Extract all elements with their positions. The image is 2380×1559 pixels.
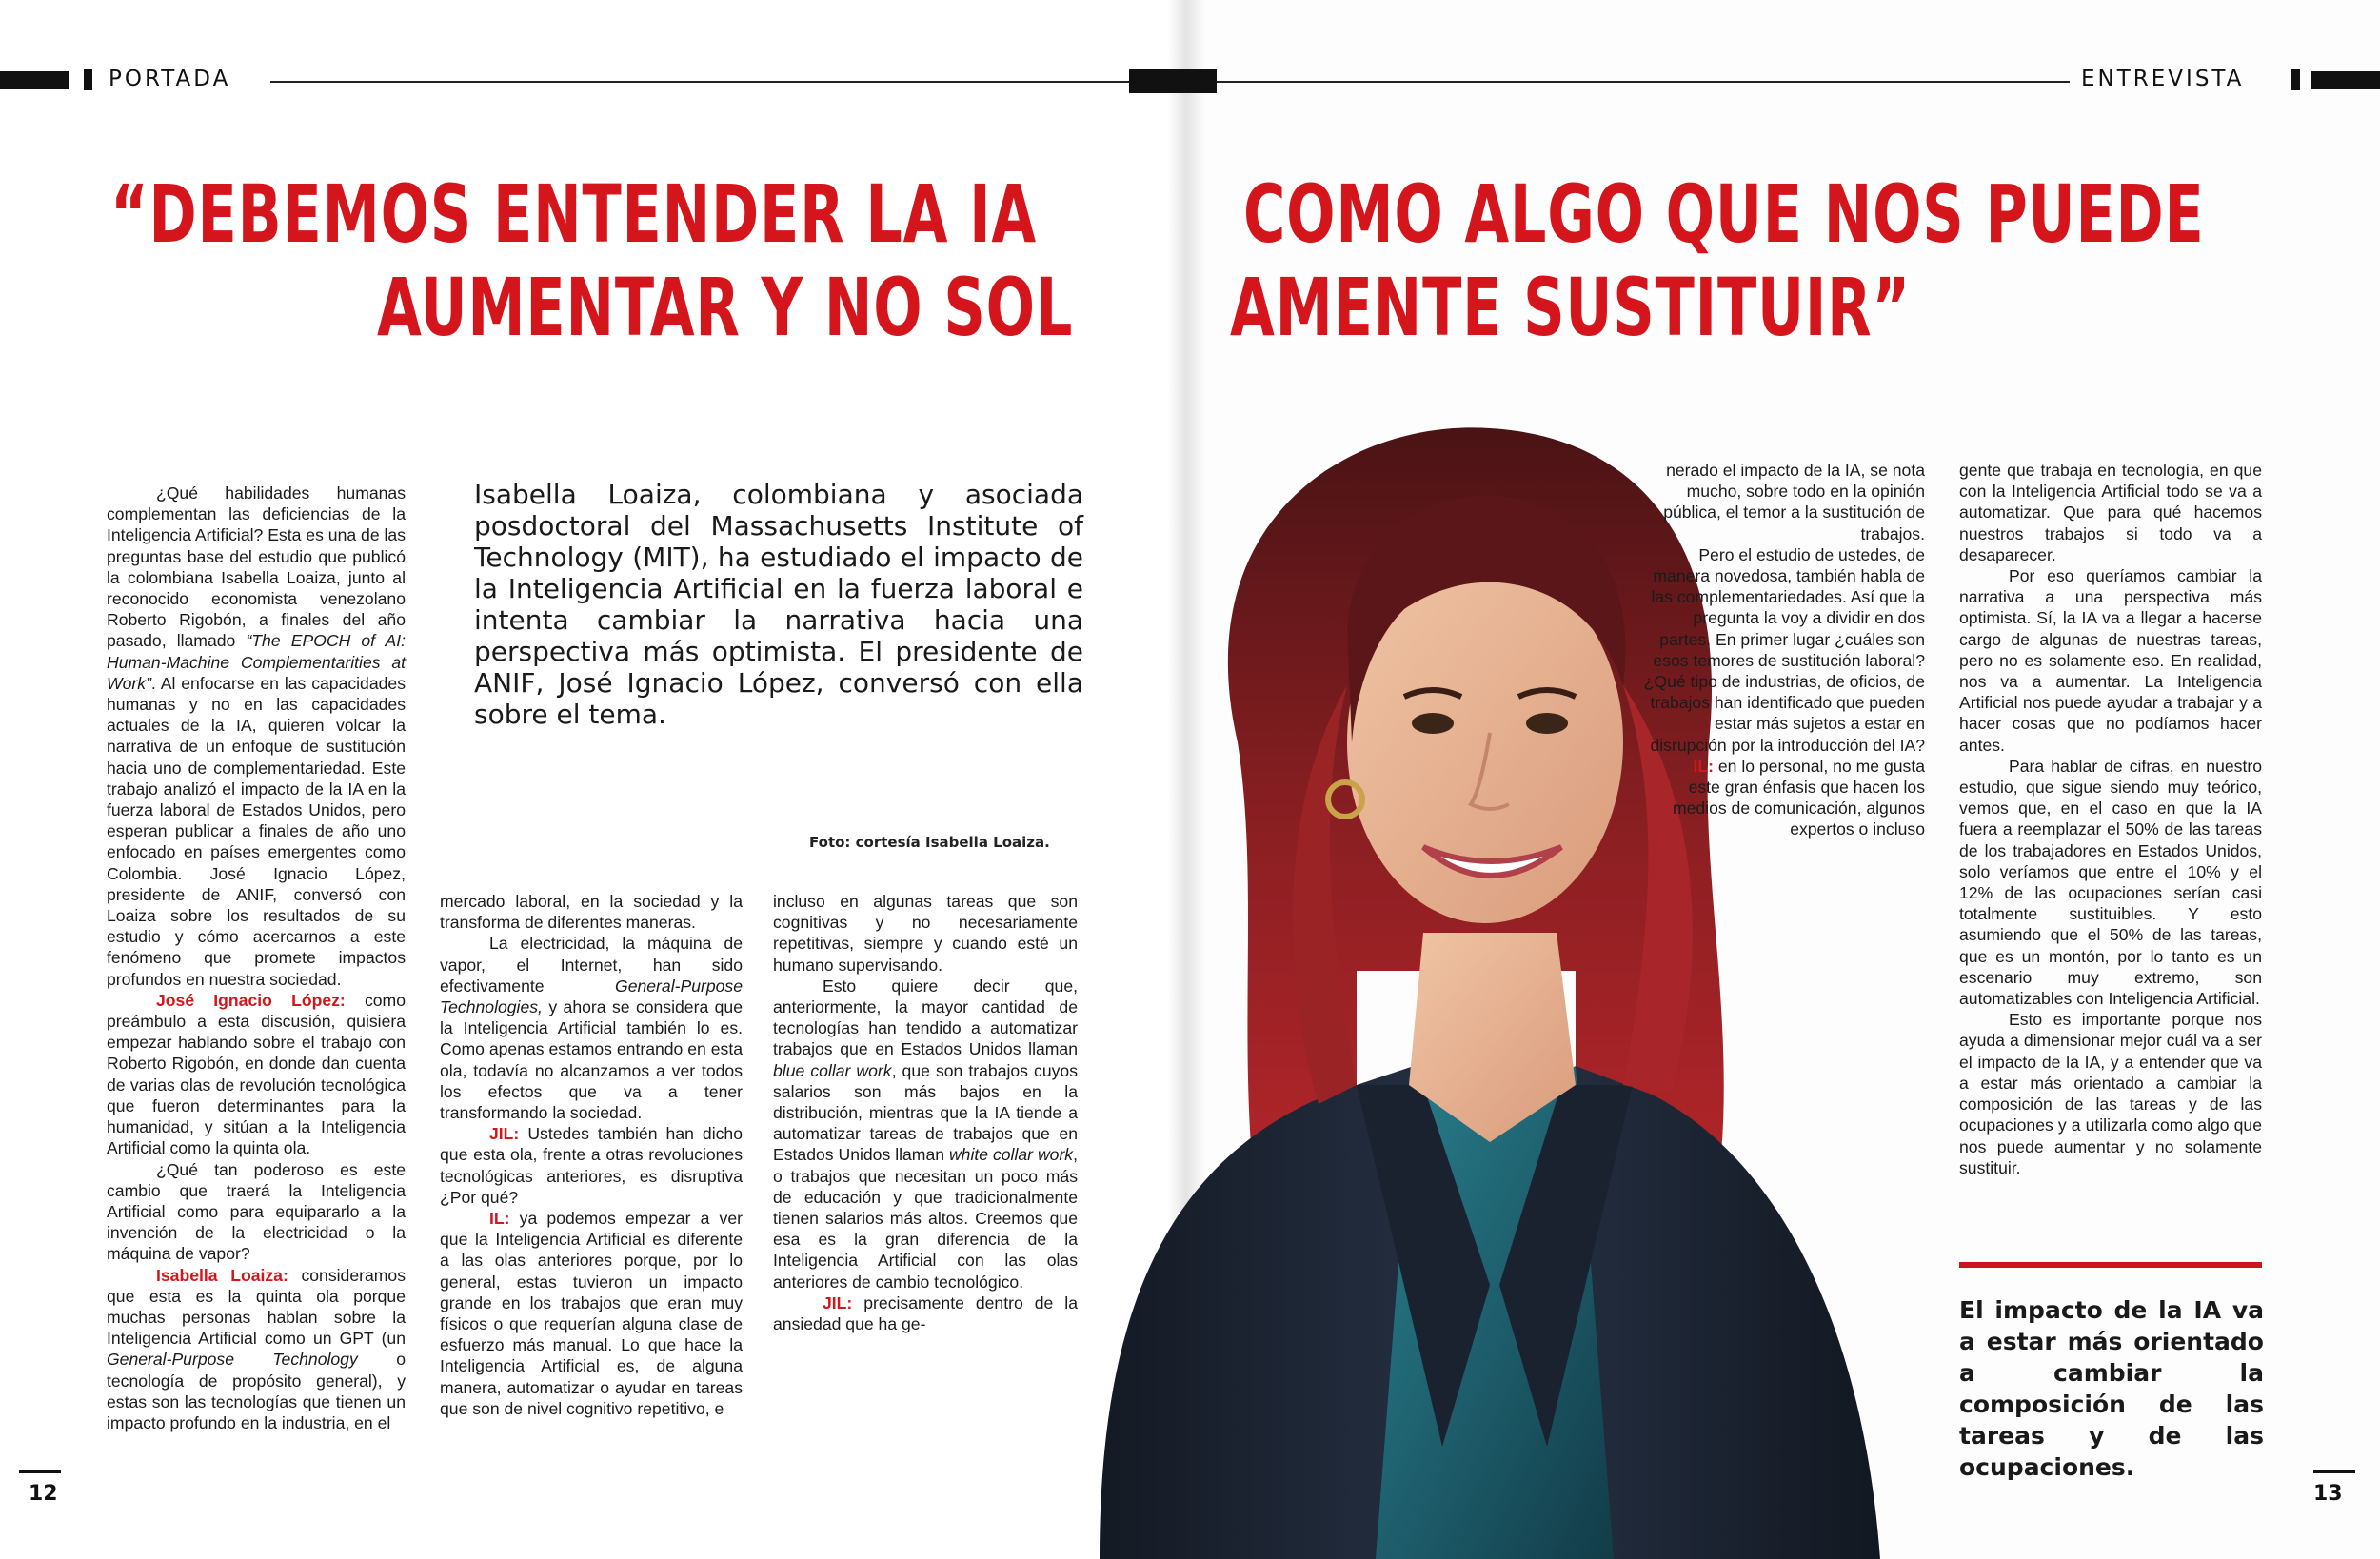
speaker-label: IL: xyxy=(489,1209,510,1229)
header-rule-right xyxy=(1217,81,2070,83)
paragraph: incluso en algunas tareas que son cognitivas y no necesariamente repetitivas, siempre y cuando esté un humano supervisando. xyxy=(773,892,1078,975)
page-number-right: 13 xyxy=(2313,1482,2343,1506)
speaker-label: JIL: xyxy=(489,1124,520,1144)
body-column-4 xyxy=(1643,460,1925,840)
photo-credit: Foto: cortesía Isabella Loaiza. xyxy=(809,834,1050,851)
paragraph: JIL: precisamente dentro de la ansiedad que ha ge- xyxy=(773,1293,1078,1334)
body-column-1 xyxy=(107,483,406,1433)
pull-quote: El impacto de la IA va a estar más orientado a cambiar la composición de las tareas y de las ocupaciones. xyxy=(1959,1296,2264,1481)
header-block-center xyxy=(1129,69,1217,93)
paragraph: nerado el impacto de la IA, se nota mucho, sobre todo en la opinión pública, el temor a la sustitución de trabajos. xyxy=(1663,461,1925,543)
headline-left-line2: AUMENTAR Y NO SOL xyxy=(377,261,1074,354)
article-lede: Isabella Loaiza, colombiana y asociada posdoctoral del Massachusetts Institute of Technology (MIT), ha estudiado el impacto de la Inteligencia Artificial en la fuerza laboral e intenta cambiar la narrativa hacia una perspectiva más optimista. El presidente de ANIF, José Ignacio López, conversó con ella sobre el tema. xyxy=(474,479,1083,730)
speaker-label: Isabella Loaiza: xyxy=(156,1265,288,1285)
paragraph: JIL: Ustedes también han dicho que esta ola, frente a otras revoluciones tecnológicas anteriores, es disruptiva ¿Por qué? xyxy=(440,1124,743,1207)
paragraph: gente que trabaja en tecnología, en que con la Inteligencia Artificial todo se va a automatizar. Que para qué hacemos nuestros trabajos si todo va a desaparecer. xyxy=(1959,461,2262,564)
paragraph: José Ignacio López: como preámbulo a esta discusión, quisiera empezar hablando sobre el trabajo con Roberto Rigobón, en donde dan cuenta de varias olas de revolución tecnológica que fueron determinantes para la humanidad, y sitúan a la Inteligencia Artificial como la quinta ola. xyxy=(107,990,406,1158)
body-column-5 xyxy=(1959,460,2262,1178)
speaker-label: IL: xyxy=(1693,756,1714,776)
paragraph: ¿Qué tan poderoso es este cambio que traerá la Inteligencia Artificial como para equipararlo a la invención de la electricidad o la máquina de vapor? xyxy=(107,1159,406,1264)
body-column-3 xyxy=(773,891,1078,1334)
section-label-portada: PORTADA xyxy=(109,67,231,91)
headline-right-line1: COMO ALGO QUE NOS PUEDE xyxy=(1243,168,2205,261)
paragraph: IL: en lo personal, no me gusta este gran énfasis que hacen los medios de comunicación, algunos expertos o incluso xyxy=(1672,756,1925,839)
page-number-rule-right xyxy=(2313,1470,2355,1473)
headline-right-line2: AMENTE SUSTITUIR” xyxy=(1230,261,1912,354)
paragraph: Isabella Loaiza: consideramos que esta es la quinta ola porque muchas personas hablan sobre la Inteligencia Artificial como un GPT (un General-Purpose Technology o tecnología de propósito general), y estas son las tecnologías que tienen un impacto profundo en la industria, en el xyxy=(107,1265,406,1432)
section-label-entrevista: ENTREVISTA xyxy=(2081,67,2245,91)
header-block-left-small xyxy=(84,69,92,90)
paragraph: Esto es importante porque nos ayuda a dimensionar mejor cuál va a ser el impacto de la IA, y a entender que va a estar más orientado a cambiar la composición de las tareas y de las ocupaciones y a utilizarla como algo que nos puede aumentar y no solamente sustituir. xyxy=(1959,1010,2262,1177)
header-block-right-small xyxy=(2291,69,2300,90)
paragraph: Esto quiere decir que, anteriormente, la mayor cantidad de tecnologías han tendido a automatizar trabajos que en Estados Unidos llaman blue collar work, que son trabajos cuyos salarios son más bajos en la distribución, mientras que la IA tiende a automatizar tareas de trabajos que en Estados Unidos llaman white collar work, o trabajos que necesitan un poco más de educación y que tradicionalmente tienen salarios más altos. Creemos que esa es la gran diferencia de la Inteligencia Artificial con las olas anteriores de cambio tecnológico. xyxy=(773,976,1078,1292)
pull-quote-rule xyxy=(1959,1262,2262,1268)
header-block-right xyxy=(2311,71,2380,89)
paragraph: ¿Qué habilidades humanas complementan las deficiencias de la Inteligencia Artificial? Esta es una de las preguntas base del estudio que publicó la colombiana Isabella Loaiza, junto al reconocido economista venezolano Roberto Rigobón, a finales del año pasado, llamado “The EPOCH of AI: Human-Machine Complementarities at Work”. Al enfocarse en las capacidades humanas y no en las capacidades actuales de la IA, quieren volcar la narrativa de un enfoque de sustitución hacia uno de complementariedad. Este trabajo analizó el impacto de la IA en la fuerza laboral de Estados Unidos, pero esperan publicar a finales de año uno enfocado en países emergentes como Colombia. José Ignacio López, presidente de ANIF, conversó con Loaiza sobre los resultados de su estudio y cómo acercarnos a este fenómeno que promete impactos profundos en nuestra sociedad. xyxy=(107,483,407,989)
paragraph: Para hablar de cifras, en nuestro estudio, que sigue siendo muy teórico, vemos que, en el caso en que la IA fuera a reemplazar el 50% de las tareas de los trabajadores en Estados Unidos, solo veríamos que entre el 10% y el 12% de las ocupaciones serían casi totalmente sustituibles. Y esto asumiendo que el 50% de las tareas, que es un montón, por lo tanto es un escenario muy extremo, son automatizables con Inteligencia Artificial. xyxy=(1959,756,2262,1009)
speaker-label: JIL: xyxy=(823,1293,853,1312)
page-number-rule-left xyxy=(19,1470,61,1473)
paragraph: IL: ya podemos empezar a ver que la Inteligencia Artificial es diferente a las olas anteriores porque, por lo general, estas tuvieron un impacto grande en los trabajos que eran muy físicos o que requerían alguna clase de esfuerzo más manual. Lo que hace la Inteligencia Artificial es, de alguna manera, automatizar o ayudar en tareas que son de nivel cognitivo repetitivo, e xyxy=(440,1209,743,1418)
paragraph: Por eso queríamos cambiar la narrativa a una perspectiva más optimista. Sí, la IA va a llegar a hacerse cargo de algunas de nuestras tareas, pero no es solamente eso. En realidad, nos va a aumentar. La Inteligencia Artificial nos puede ayudar a trabajar y a hacer cosas que no podíamos hacer antes. xyxy=(1959,566,2262,755)
header-block-left xyxy=(0,71,69,89)
header-rule-left xyxy=(270,81,1137,83)
paragraph: Pero el estudio de ustedes, de manera novedosa, también habla de las complementariedades. Así que la pregunta la voy a dividir en dos partes. En primer lugar ¿cuáles son esos temores de sustitución laboral? ¿Qué tipo de industrias, de oficios, de trabajos han identificado que pueden estar más sujetos a estar en disrupción por la introducción del IA? xyxy=(1643,544,1925,755)
paragraph: La electricidad, la máquina de vapor, el Internet, han sido efectivamente General-Purpose Technologies, y ahora se considera que la Inteligencia Artificial también lo es. Como apenas estamos entrando en esta ola, todavía no alcanzamos a ver todos los efectos que va a tener transformando la sociedad. xyxy=(440,934,743,1123)
headline-left-line1: “DEBEMOS ENTENDER LA IA xyxy=(110,168,1037,261)
paragraph: mercado laboral, en la sociedad y la transforma de diferentes maneras. xyxy=(440,892,743,933)
body-column-2 xyxy=(440,891,743,1419)
page-number-left: 12 xyxy=(29,1482,58,1506)
speaker-label: José Ignacio López: xyxy=(156,990,346,1010)
